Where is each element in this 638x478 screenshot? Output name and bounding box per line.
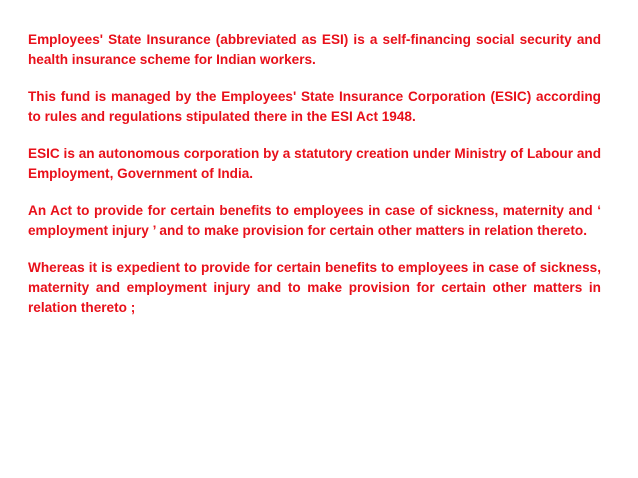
paragraph-esic-management: This fund is managed by the Employees' State Insurance Corporation (ESIC) according to rules and regulations stipulated there in the ESI Act 1948. <box>28 89 601 124</box>
paragraph-whereas-clause: Whereas it is expedient to provide for certain benefits to employees in case of sickness, maternity and employment injury and to make provision for certain other matters in relation thereto ; <box>28 260 601 315</box>
paragraph-esic-autonomous: ESIC is an autonomous corporation by a statutory creation under Ministry of Labour and Employment, Government of India. <box>28 146 601 181</box>
paragraph-esi-definition: Employees' State Insurance (abbreviated as ESI) is a self-financing social security and health insurance scheme for Indian workers. <box>28 32 601 67</box>
paragraph-act-purpose: An Act to provide for certain benefits to employees in case of sickness, maternity and ‘ employment injury ’ and to make provision for certain other matters in relation thereto. <box>28 203 601 238</box>
